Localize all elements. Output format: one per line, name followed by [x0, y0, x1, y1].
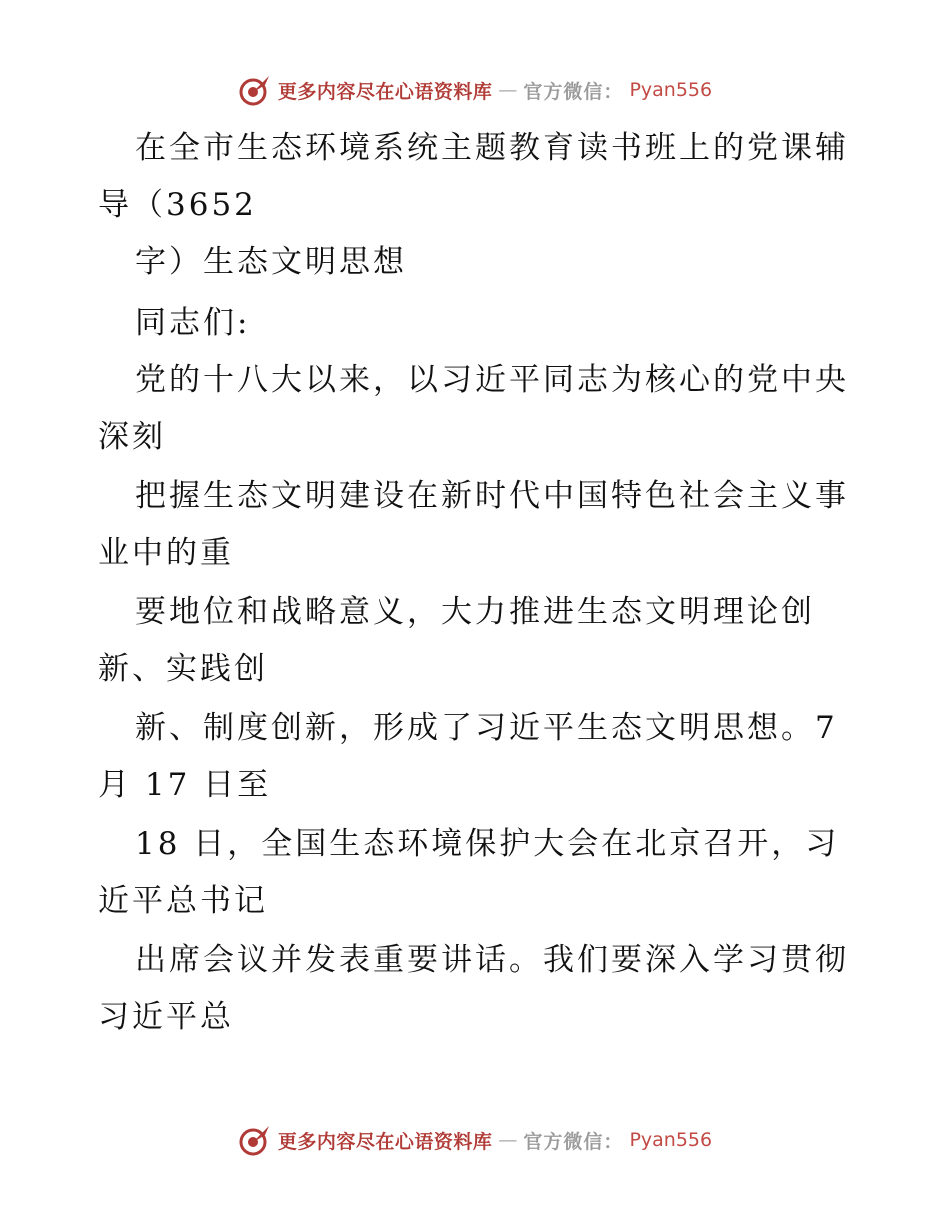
- header-site-text: 更多内容尽在心语资料库: [277, 80, 493, 103]
- doc-line-6: 深刻: [98, 419, 166, 455]
- doc-line-1: 在全市生态环境系统主题教育读书班上的党课辅: [135, 130, 849, 166]
- doc-line-14: 近平总书记: [98, 883, 268, 919]
- footer-banner-inner: [238, 1123, 712, 1157]
- doc-line-11: 新、制度创新，形成了习近平生态文明思想。7: [135, 710, 838, 746]
- doc-line-10: 新、实践创: [98, 651, 268, 687]
- doc-line-2: 导（3652: [98, 187, 257, 223]
- footer-site-text: 更多内容尽在心语资料库: [277, 1130, 493, 1153]
- doc-line-4: 同志们:: [135, 305, 251, 341]
- header-banner-inner: [238, 73, 712, 107]
- doc-line-5: 党的十八大以来，以习近平同志为核心的党中央: [135, 362, 849, 398]
- doc-line-15: 出席会议并发表重要讲话。我们要深入学习贯彻: [135, 942, 849, 978]
- doc-line-7: 把握生态文明建设在新时代中国特色社会主义事: [135, 478, 849, 514]
- footer-wechat-id: Pyan556: [629, 1129, 713, 1151]
- quill-ink-icon: [238, 73, 272, 107]
- doc-line-3: 字）生态文明思想: [135, 244, 407, 280]
- doc-line-16: 习近平总: [98, 999, 234, 1035]
- doc-line-8: 业中的重: [98, 535, 234, 571]
- header-dash: —: [498, 79, 518, 101]
- doc-line-12: 月 17 日至: [98, 767, 272, 803]
- footer-wechat-label: 官方微信：: [523, 1130, 624, 1153]
- header-wechat-label: 官方微信：: [523, 80, 624, 103]
- doc-line-9: 要地位和战略意义，大力推进生态文明理论创: [135, 594, 815, 630]
- header-banner: [0, 70, 950, 110]
- doc-line-13: 18 日，全国生态环境保护大会在北京召开，习: [135, 826, 840, 862]
- header-wechat-id: Pyan556: [629, 79, 713, 101]
- footer-banner: [0, 1120, 950, 1160]
- footer-dash: —: [498, 1129, 518, 1151]
- quill-ink-icon: [238, 1123, 272, 1157]
